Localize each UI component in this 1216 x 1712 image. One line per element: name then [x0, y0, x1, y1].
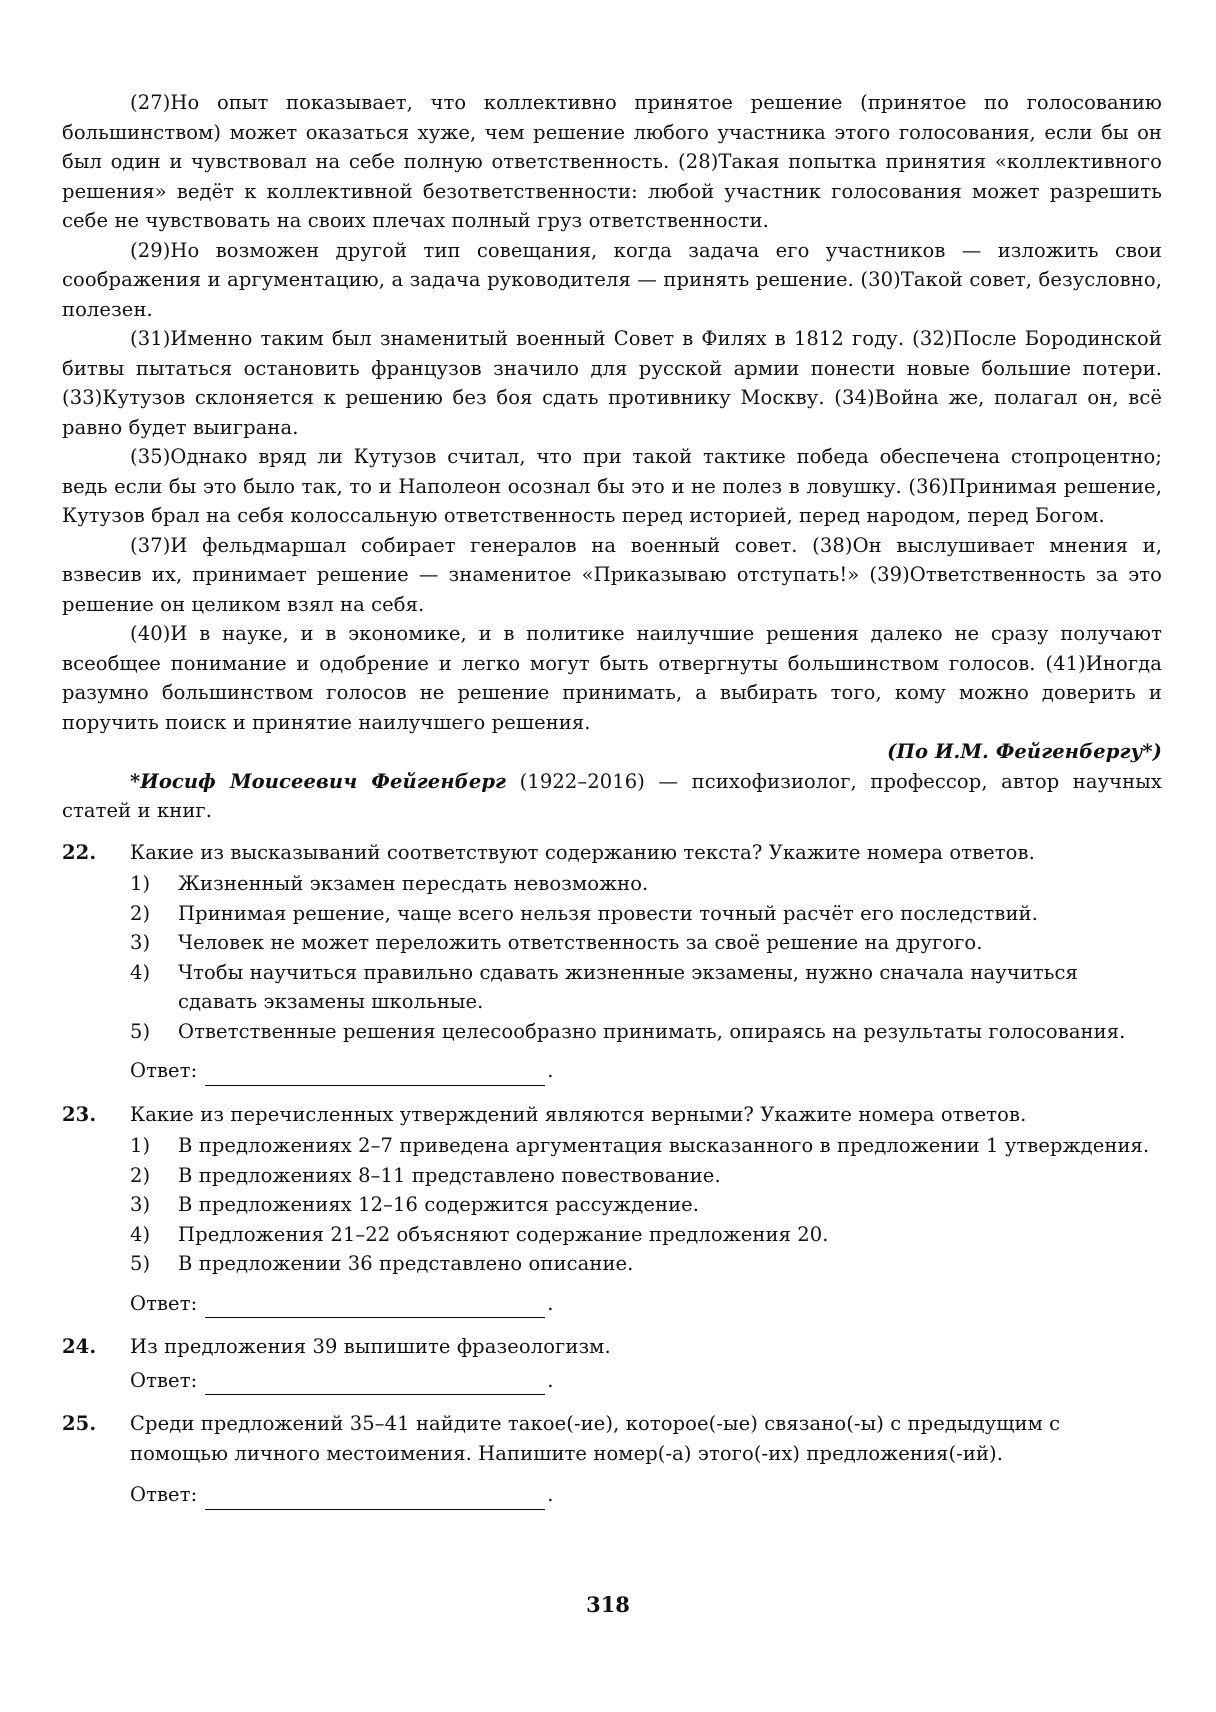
answer-end: . [547, 1291, 554, 1315]
option-text: Принимая решение, чаще всего нельзя провести точный расчёт его последствий. [178, 901, 1038, 925]
option-text: В предложениях 12–16 содержится рассуждение. [178, 1193, 700, 1216]
option-text: Чтобы научиться правильно сдавать жизненные экзамены, нужно сначала научиться сдавать экзамены школьные. [178, 960, 1078, 1013]
option-number: 2) [130, 901, 151, 925]
answer-field[interactable] [205, 1487, 545, 1510]
task-24 [62, 1332, 1162, 1395]
page-number: 318 [586, 1592, 630, 1617]
answer-label: Ответ: [130, 1059, 198, 1082]
option-text: Предложения 21–22 объясняют содержание предложения 20. [178, 1222, 829, 1246]
option-item [130, 1131, 1162, 1161]
task-number: 24. [62, 1335, 97, 1358]
option-item [130, 899, 1162, 929]
option-text: Ответственные решения целесообразно принимать, опираясь на результаты голосования. [178, 1019, 1126, 1043]
source-attribution: (По И.М. Фейгенбергу*) [887, 740, 1162, 763]
task-23 [62, 1100, 1162, 1319]
answer-field[interactable] [205, 1372, 545, 1395]
option-text: В предложении 36 представлено описание. [178, 1252, 634, 1275]
answer-row [130, 1056, 1162, 1086]
answer-label: Ответ: [130, 1368, 198, 1392]
option-item [130, 1220, 1162, 1250]
task-question: Среди предложений 35–41 найдите такое(-ие), которое(-ые) связано(-ы) с предыдущим с помощью личного местоимения. Напишите номер(-а) этого(-их) предложения(-ий). [130, 1412, 1061, 1465]
option-item [130, 1017, 1162, 1047]
task-question: Какие из высказываний соответствуют содержанию текста? Укажите номера ответов. [130, 840, 1035, 864]
option-number: 3) [130, 1193, 151, 1216]
task-question: Какие из перечисленных утверждений являются верными? Укажите номера ответов. [130, 1102, 1027, 1126]
option-number: 5) [130, 1252, 151, 1275]
option-item [130, 1161, 1162, 1191]
footnote-name: *Иосиф Моисеевич Фейгенберг [130, 769, 507, 793]
answer-field[interactable] [205, 1295, 545, 1318]
task-number: 23. [62, 1102, 97, 1126]
option-number: 1) [130, 872, 151, 895]
option-item [130, 928, 1162, 958]
options-list [130, 1131, 1162, 1279]
option-item [130, 869, 1162, 899]
option-number: 2) [130, 1163, 151, 1187]
option-text: В предложениях 2–7 приведена аргументация высказанного в предложении 1 утверждения. [178, 1134, 1150, 1157]
task-number: 25. [62, 1412, 97, 1435]
paragraph: (40)И в науке, и в экономике, и в политике наилучшие решения далеко не сразу получают всеобщее понимание и одобрение и легко могут быть отвергнуты большинством голосов. (41)Иногда разумно большинством голосов не решение принимать, а выбирать того, кому можно доверить и поручить поиск и принятие наилучшего решения. [62, 622, 1162, 734]
option-text: Человек не может переложить ответственность за своё решение на другого. [178, 931, 983, 954]
option-item [130, 1249, 1162, 1279]
answer-field[interactable] [205, 1063, 545, 1086]
options-list [130, 869, 1162, 1046]
option-number: 5) [130, 1019, 151, 1043]
text-block [62, 88, 1162, 1510]
answer-row [130, 1480, 1162, 1510]
option-text: Жизненный экзамен пересдать невозможно. [178, 872, 649, 895]
footnote [62, 767, 1162, 826]
option-number: 1) [130, 1134, 151, 1157]
paragraph: (37)И фельдмаршал собирает генералов на военный совет. (38)Он выслушивает мнения и, взвесив их, принимает решение — знаменитое «Приказываю отступать!» (39)Ответственность за это решение он целиком взял на себя. [62, 533, 1162, 616]
task-question: Из предложения 39 выпишите фразеологизм. [130, 1335, 611, 1358]
answer-end: . [547, 1483, 554, 1506]
paragraph: (29)Но возможен другой тип совещания, когда задача его участников — изложить свои соображения и аргументацию, а задача руководителя — принять решение. (30)Такой совет, безусловно, полезен. [62, 238, 1162, 321]
paragraph: (27)Но опыт показывает, что коллективно принятое решение (принятое по голосованию большинством) может оказаться хуже, чем решение любого участника этого голосования, если бы он был один и чувствовал на себе полную ответственность. (28)Такая попытка принятия «коллективного решения» ведёт к коллективной безответственности: любой участник голосования может разрешить себе не чувствовать на своих плечах полный груз ответственности. [62, 91, 1162, 232]
option-text: В предложениях 8–11 представлено повествование. [178, 1163, 721, 1187]
option-item [130, 958, 1162, 1017]
footnote-text: (1922–2016) — психофизиолог, профессор, автор научных статей и книг. [62, 769, 1162, 822]
answer-end: . [547, 1059, 554, 1082]
option-item [130, 1190, 1162, 1220]
option-number: 3) [130, 931, 151, 954]
answer-end: . [547, 1368, 554, 1392]
option-number: 4) [130, 1222, 151, 1246]
answer-label: Ответ: [130, 1483, 198, 1506]
task-number: 22. [62, 840, 97, 864]
answer-row [130, 1289, 1162, 1319]
option-number: 4) [130, 960, 151, 984]
answer-row [130, 1366, 1162, 1396]
task-22 [62, 838, 1162, 1086]
paragraph: (31)Именно таким был знаменитый военный Совет в Филях в 1812 году. (32)После Бородинской битвы пытаться остановить французов значило для русской армии понести новые большие потери. (33)Кутузов склоняется к решению без боя сдать противнику Москву. (34)Война же, полагал он, всё равно будет выиграна. [62, 327, 1162, 439]
answer-label: Ответ: [130, 1291, 198, 1315]
task-25 [62, 1409, 1162, 1510]
paragraph: (35)Однако вряд ли Кутузов считал, что при такой тактике победа обеспечена стопроцентно; ведь если бы это было так, то и Наполеон осознал бы это и не полез в ловушку. (36)Принимая решение, Кутузов брал на себя колоссальную ответственность перед историей, перед народом, перед Богом. [62, 445, 1162, 527]
